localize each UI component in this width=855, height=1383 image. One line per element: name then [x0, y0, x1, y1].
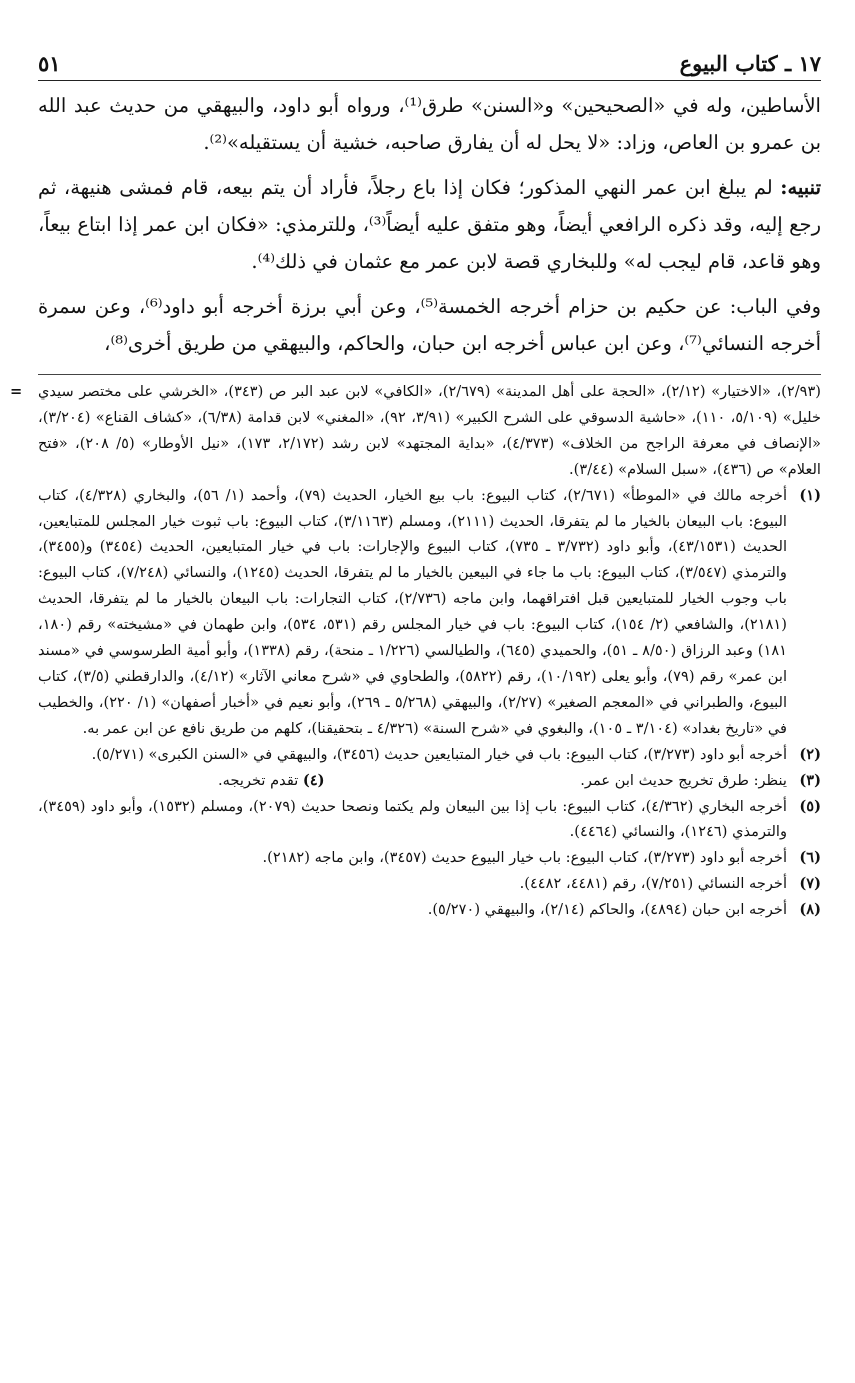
footnote-number: (٧)	[799, 875, 821, 893]
footnote-text: أخرجه ابن حبان (٤٨٩٤)، والحاكم (٢/١٤)، والبيهقي (٥/٢٧٠).	[427, 901, 787, 919]
main-text	[38, 87, 821, 362]
footnote-1	[38, 483, 821, 742]
note-label: تنبيه:	[780, 176, 821, 199]
footnote-7	[38, 871, 821, 897]
footnote-continuation	[10, 379, 821, 483]
paragraph-3: وفي الباب: عن حكيم بن حزام أخرجه الخمسة⁽⁵⁾، وعن أبي برزة أخرجه أبو داود⁽⁶⁾، وعن سمرة أخرجه النسائي⁽⁷⁾، وعن ابن عباس أخرجه ابن حبان، والحاكم، والبيهقي من طريق أخرى⁽⁸⁾،	[38, 295, 821, 355]
continuation-mark: =	[10, 383, 23, 400]
footnote-number: (٥)	[799, 797, 821, 815]
footnote-text: أخرجه مالك في «الموطأ» (٢/٦٧١)، كتاب البيوع: باب بيع الخيار، الحديث (٧٩)، وأحمد (١/ ٥٦)، والبخاري (٤/٣٢٨)، كتاب البيوع: باب البيعان بالخيار ما لم يتفرقا، الحديث (٢١١١)، ومسلم (٣/١١٦٣)، كتاب البيوع: باب ثبوت خيار المجلس للمتبايعين، الحديث (٤٣/١٥٣١)، وأبو داود (٣/٧٣٢ ـ ٧٣٥)، كتاب البيوع والإجارات: باب في خيار المتبايعين، الحديث (٣٤٥٤) و(٣٤٥٥)، والترمذي (٣/٥٤٧)، كتاب البيوع: باب ما جاء في البيعين بالخيار ما لم يتفرقا، الحديث (١٢٤٥)، والنسائي (٧/٢٤٨)، كتاب البيوع: باب وجوب الخيار للمتبايعين قبل افتراقهما، وابن ماجه (٢/٧٣٦)، كتاب التجارات: باب البيعان بالخيار ما لم يتفرقا، الحديث (٢١٨١)، والشافعي (٢/ ١٥٤)، كتاب البيوع: باب في خيار المجلس رقم (٥٣١، ٥٣٤)، وابن طهمان في «مشيخته» رقم (١٨٠، ١٨١) وعبد الرزاق (٨/٥٠ ـ ٥١)، والحميدي (٦٤٥)، والطيالسي (١/٢٢٦ ـ منحة)، رقم (١٣٣٨)، وأبو أمية الطرسوسي في «مسند ابن عمر» رقم (٧٩)، وأبو يعلى (١٠/١٩٢)، رقم (٥٨٢٢)، والطحاوي في «شرح معاني الآثار» (٤/١٢)، والدارقطني (٣/٥)، كتاب البيوع، والطبراني في «المعجم الصغير» (٢/٢٧)، والبيهقي (٥/٢٦٨ ـ ٢٦٩)، وأبو نعيم في «أخبار أصفهان» (١/ ٢٢٠)، والخطيب في «تاريخ بغداد» (٣/١٠٤ ـ ١٠٥)، والبغوي في «شرح السنة» (٤/٣٢٦ ـ بتحقيقنا)، كلهم من طريق نافع عن ابن عمر به.	[38, 486, 788, 737]
footnote-text: تقدم تخريجه.	[218, 771, 299, 789]
footnote-number: (٨)	[799, 901, 821, 919]
footnotes	[10, 379, 821, 923]
footnote-number: (٢)	[799, 745, 821, 763]
footnote-text: أخرجه النسائي (٧/٢٥١)، رقم (٤٤٨١، ٤٤٨٢).	[519, 875, 787, 893]
footnote-separator	[38, 374, 821, 375]
paragraph-2	[38, 169, 821, 280]
footnote-text: أخرجه أبو داود (٣/٢٧٣)، كتاب البيوع: باب خيار البيوع حديث (٣٤٥٧)، وابن ماجه (٢١٨٢).	[262, 849, 787, 867]
page-number: ٥١	[38, 51, 61, 76]
paragraph-2-text: لم يبلغ ابن عمر النهي المذكور؛ فكان إذا باع رجلاً، فأراد أن يتم بيعه، قام فمشى هنيهة، ثم رجع إليه، وقد ذكره الرافعي أيضاً، وهو متفق عليه أيضاً⁽³⁾، وللترمذي: «فكان ابن عمر إذا ابتاع بيعاً، وهو قاعد، قام ليجب له» وللبخاري قصة لابن عمر مع عثمان في ذلك⁽⁴⁾.	[38, 176, 821, 273]
footnote-number: (١)	[799, 486, 821, 504]
footnote-8	[38, 897, 821, 923]
footnote-number: (٣)	[799, 771, 821, 789]
footnote-text: ينظر: طرق تخريج حديث ابن عمر.	[580, 771, 787, 789]
footnote-5	[38, 794, 821, 846]
footnote-text: أخرجه البخاري (٤/٣٦٢)، كتاب البيوع: باب إذا بين البيعان ولم يكتما ونصحا حديث (٢٠٧٩)، ومسلم (١٥٣٢)، وأبو داود (٣٤٥٩)، والترمذي (١٢٤٦)، والنسائي (٤٤٦٤).	[38, 797, 787, 841]
footnote-2	[38, 742, 821, 768]
footnote-continuation-text: (٢/٩٣)، «الاختيار» (٢/١٢)، «الحجة على أهل المدينة» (٢/٦٧٩)، «الكافي» لابن عبد البر ص (٣٤٣)، «الخرشي على مختصر سيدي خليل» (٥/١٠٩، ١١٠)، «حاشية الدسوقي على الشرح الكبير» (٣/٩١، ٩٢)، «المغني» لابن قدامة (٦/٣٨)، «كشاف القناع» (٣/٢٠٤)، «الإنصاف في معرفة الراجح من الخلاف» (٤/٣٧٣)، «بداية المجتهد» لابن رشد (٢/١٧٢، ١٧٣)، «نيل الأوطار» (٥/ ٢٠٨)، «فتح العلام» ص (٤٣٦)، «سبل السلام» (٣/٤٤).	[38, 383, 821, 478]
footnote-number: (٦)	[799, 849, 821, 867]
footnote-3-4	[38, 768, 821, 794]
footnote-text: أخرجه أبو داود (٣/٢٧٣)، كتاب البيوع: باب في خيار المتبايعين حديث (٣٤٥٦)، والبيهقي في «السنن الكبرى» (٥/٢٧١).	[91, 745, 787, 763]
paragraph-1: الأساطين، وله في «الصحيحين» و«السنن» طرق⁽¹⁾، ورواه أبو داود، والبيهقي من حديث عبد الله بن عمرو بن العاص، وزاد: «لا يحل له أن يفارق صاحبه، خشية أن يستقيله»⁽²⁾.	[38, 94, 821, 154]
footnote-6	[38, 845, 821, 871]
running-header	[38, 44, 821, 81]
footnote-number: (٤)	[302, 771, 325, 789]
chapter-title: ١٧ ـ كتاب البيوع	[679, 51, 821, 76]
